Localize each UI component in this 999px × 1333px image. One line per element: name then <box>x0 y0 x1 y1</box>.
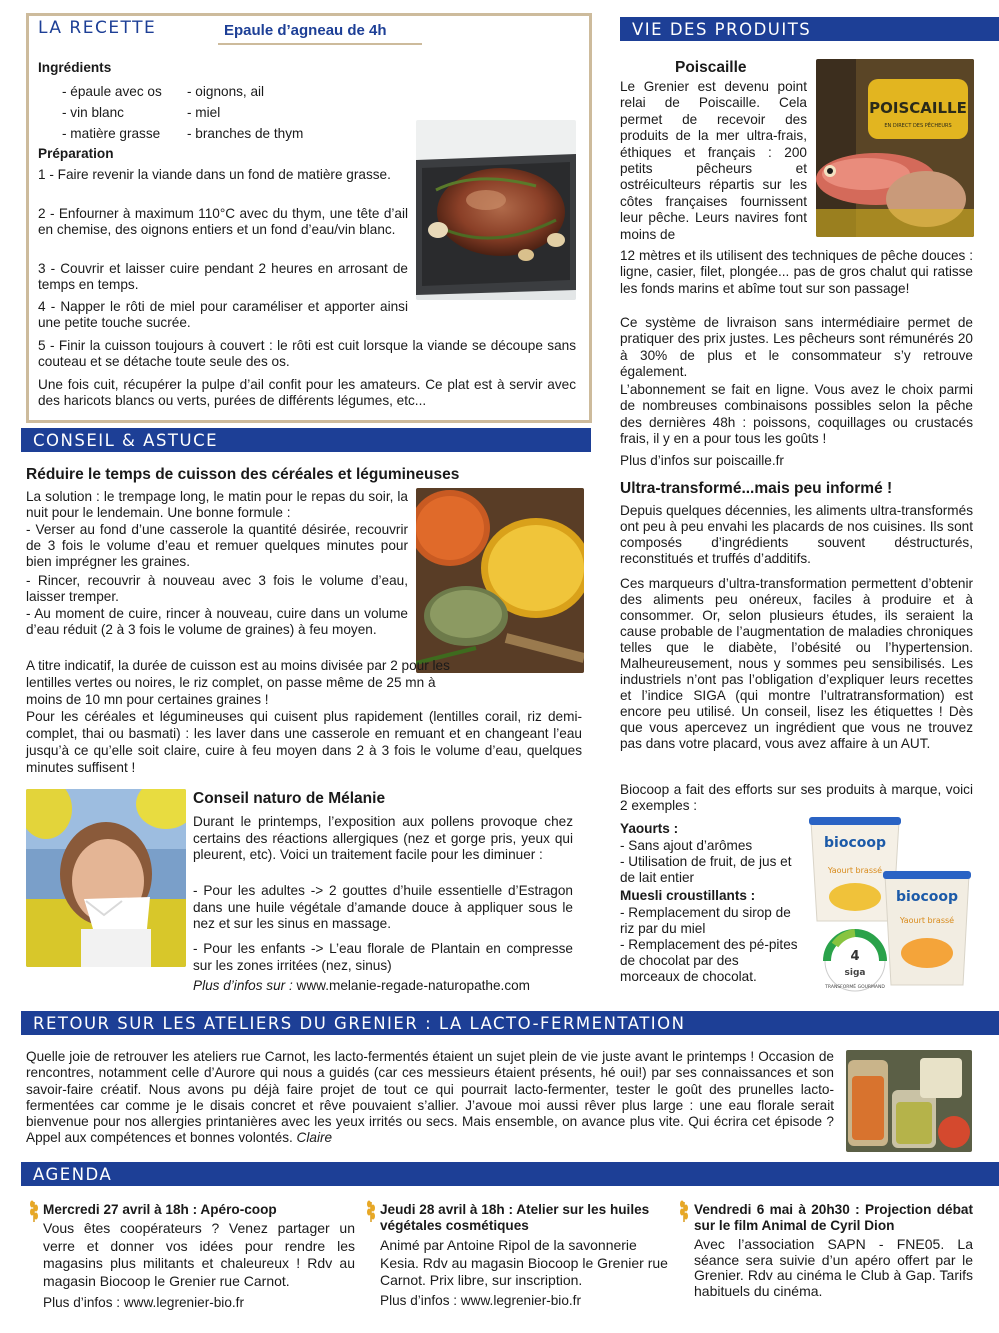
recette-step: 1 - Faire revenir la viande dans un fond de matière grasse. <box>38 167 391 182</box>
lamb-roast-photo <box>416 120 576 300</box>
wheat-icon <box>365 1198 377 1222</box>
naturo-para: - Pour les adultes -> 2 gouttes d’huile essentielle d’Estragon dans une huile végétale d’amande douce à appliquer sous le nez et sur les sinus en massage. <box>193 883 573 931</box>
recette-step: 2 - Enfourner à maximum 110°C avec du thym, une tête d’ail en chemise, des oignons entiers et un fond d’eau/vin blanc. <box>38 206 408 237</box>
recette-header: LA RECETTE <box>38 18 157 38</box>
ingredient-item: - vin blanc <box>62 105 124 120</box>
retour-header <box>21 1011 999 1035</box>
agenda-event-body: Avec l’association SAPN - FNE05. La séance sera suivie d’un apéro offert par le Grenier. Rdv au cinéma le Club à Gap. Tarifs habituels du cinéma. <box>694 1236 973 1299</box>
poiscaille-logo-text: POISCAILLE <box>869 99 967 117</box>
naturo-para: - Pour les enfants -> L’eau florale de Plantain en compresse sur les zones irritées (nez, sinus) <box>193 941 573 973</box>
conseil-para: - Au moment de cuire, rincer à nouveau, cuire dans un volume d’eau réduit (2 à 3 fois le volume de graines) à feu moyen. <box>26 606 408 637</box>
recette-step: 5 - Finir la cuisson toujours à couvert : le rôti est cuit lorsque la viande se découpe sans couteau et se détache toute seule des os. <box>38 338 576 369</box>
conseil-title: Réduire le temps de cuisson des céréales et légumineuses <box>26 466 460 483</box>
conseil-para: La solution : le trempage long, le matin pour le repas du soir, la nuit pour le lendemain. Une bonne formule : <box>26 489 408 520</box>
retour-signature: Claire <box>296 1130 333 1146</box>
biocoop-yaourts-photo <box>805 813 973 1003</box>
recette-step: 4 - Napper le rôti de miel pour caraméliser et apporter ainsi une petite touche sucrée. <box>38 299 408 330</box>
agenda-event-body: Vous êtes coopérateurs ? Venez partager un verre et donner vos idées pour rendre les magasins plus militants et chaleureux ! Rdv au magasin Biocoop le Grenier rue Carnot. <box>43 1220 355 1289</box>
ingredient-item: - miel <box>187 105 221 120</box>
conseil-para-e: A titre indicatif, la durée de cuisson est au moins divisée par 2 pour les lentilles vertes ou noires, le riz complet, on passe même de 25 mn à moins de 10 mn pour certaines graines ! <box>26 658 450 707</box>
agenda-event-title: Mercredi 27 avril à 18h : Apéro-coop <box>43 1202 277 1217</box>
naturo-more-label: Plus d’infos sur : <box>193 978 297 993</box>
allergy-woman-photo <box>26 789 186 967</box>
recette-step: 3 - Couvrir et laisser cuire pendant 2 heures en arrosant de temps en temps. <box>38 261 408 292</box>
retour-text <box>26 1049 834 1147</box>
recette-conclusion: Une fois cuit, récupérer la pulpe d’ail confit pour les amateurs. Ce plat est à servir avec des haricots blancs ou verts, purées de différents légumes, etc... <box>38 377 576 408</box>
agenda-event-more[interactable]: Plus d’infos : www.legrenier-bio.fr <box>43 1295 244 1310</box>
agenda-event-body: Animé par Antoine Ripol de la savonnerie Kesia. Rdv au magasin Biocoop le Grenier rue Carnot. Prix libre, sur inscription. <box>380 1237 668 1288</box>
conseil-para: Pour les céréales et légumineuses qui cuisent plus rapidement (lentilles corail, riz demi-complet, thai ou basmati) : les laver dans une casserole en remuant et en changeant l’eau jusqu’à ce qu’elle soit claire, cuire à feu moyen dans 2 à 3 fois le volume d’eau, quelques minutes suffisent ! <box>26 709 582 775</box>
yaourts-title: Yaourts : <box>620 821 679 836</box>
yaourts-list <box>620 838 806 886</box>
conseil-para: - Rincer, recouvrir à nouveau avec 3 fois le volume d’eau, laisser tremper. <box>26 573 408 604</box>
muesli-item: - Remplacement des pé-pites de chocolat par des morceaux de chocolat. <box>620 937 798 984</box>
poiscaille-link[interactable]: Plus d’infos sur poiscaille.fr <box>620 453 784 468</box>
poiscaille-para: Ce système de livraison sans intermédiaire permet de pratiquer des prix justes. Les pêcheurs sont rémunérés 20 à 30% de plus et le consommateur s’y retrouve également. <box>620 315 973 380</box>
yaourt-label-2: Yaourt brassé <box>899 916 955 925</box>
agenda-event-title: Vendredi 6 mai à 20h30 : Projection débat sur le film Animal de Cyril Dion <box>694 1202 973 1233</box>
yaourts-item: - Utilisation de fruit, de jus et de lait entier <box>620 854 792 885</box>
naturo-link[interactable]: www.melanie-regade-naturopathe.com <box>296 978 530 993</box>
retour-text-body: Quelle joie de retrouver les ateliers rue Carnot, les lacto-fermentés étaient un sujet plein de vie juste avant le printemps ! Occasion de rencontres, notamment celle d’Aurore qui nous a guidés (car ces messieurs étaient présents, hé oui!) par ses connaissances et son savoir-faire créatif. Nous avons pu déjà faire projet de tout ce qui pourrait lacto-fermenter, tester le goût des prunelles lacto-fermentées car comme je le disais concret et rêve pouvaient s’allier. J’avoue moi aussi rêver plus large : une eau florale serait bienvenue pour nos allergies printanières avec les yeux irrités ou secs. Mais ensemble, on avance plus vite. Qui écrira cet épisode ? Appel aux compétences et bonnes volontés. <box>26 1049 834 1146</box>
wheat-icon <box>678 1198 690 1222</box>
recette-title: Epaule d’agneau de 4h <box>218 23 422 45</box>
agenda-event-title: Jeudi 28 avril à 18h : Atelier sur les huiles végétales cosmétiques <box>380 1202 650 1233</box>
yaourts-item: - Sans ajout d’arômes <box>620 838 753 853</box>
ultra-para: Biocoop a fait des efforts sur ses produits à marque, voici 2 exemples : <box>620 782 973 813</box>
siga-label: siga <box>844 968 866 978</box>
biocoop-brand: biocoop <box>824 835 886 851</box>
lacto-jars-photo <box>846 1050 972 1152</box>
ingredient-item: - branches de thym <box>187 126 304 141</box>
lentils-peas-photo <box>416 488 584 673</box>
ingredients-left-list <box>62 81 162 144</box>
siga-score: 4 <box>850 949 860 964</box>
ingredient-item: - matière grasse <box>62 126 161 141</box>
conseil-header <box>21 428 591 452</box>
retour-header-label: RETOUR SUR LES ATELIERS DU GRENIER : LA LACTO-FERMENTATION <box>33 1014 686 1033</box>
ingredients-title: Ingrédients <box>38 60 112 75</box>
vie-header-label: VIE DES PRODUITS <box>632 20 812 39</box>
naturo-title: Conseil naturo de Mélanie <box>193 790 386 807</box>
biocoop-brand: biocoop <box>896 889 958 905</box>
ultra-title: Ultra-transformé...mais peu informé ! <box>620 480 893 497</box>
wheat-icon <box>28 1198 40 1222</box>
conseil-para: - Verser au fond d’une casserole la quantité désirée, recouvrir de 3 fois le volume d’eau et remuer quelques minutes pour bien imprégner les graines. <box>26 522 408 569</box>
preparation-title: Préparation <box>38 146 114 161</box>
muesli-item: - Remplacement du sirop de riz par du miel <box>620 905 791 936</box>
agenda-header <box>21 1162 999 1186</box>
poiscaille-para: 12 mètres et ils utilisent des techniques de pêche douces : ligne, casier, filet, plongée... pas de gros chalut qui ratisse les fonds marins et abîme tout sur son passage! <box>620 248 973 296</box>
conseil-header-label: CONSEIL & ASTUCE <box>33 431 219 450</box>
vie-header <box>620 17 999 41</box>
agenda-header-label: AGENDA <box>33 1165 113 1184</box>
muesli-list <box>620 905 800 985</box>
agenda-event-more[interactable]: Plus d’infos : www.legrenier-bio.fr <box>380 1293 581 1308</box>
muesli-title: Muesli croustillants : <box>620 888 756 903</box>
naturo-para: Durant le printemps, l’exposition aux pollens provoque chez certains des réactions allergiques (nez et gorge pris, yeux qui pleurent, etc). Voici un traitement facile pour les diminuer : <box>193 814 573 862</box>
poiscaille-para: Le Grenier est devenu point relai de Poiscaille. Cela permet de recevoir des produits de la mer ultra-frais, éthiques et français : 200 petits pêcheurs et ostréiculteurs répartis sur les côtes françaises fournissent leur pêche. Leurs navires font moins de <box>620 79 807 242</box>
ingredient-item: - épaule avec os <box>62 84 162 99</box>
ingredients-right-list <box>187 81 303 144</box>
poiscaille-fish-photo <box>816 59 974 237</box>
naturo-more <box>193 978 530 994</box>
poiscaille-title: Poiscaille <box>675 59 747 76</box>
ultra-para: Ces marqueurs d’ultra-transformation permettent d’obtenir des aliments peu onéreux, faciles à produire et à consommer. Or, selon plusieurs études, ils seraient la cause probable de l’augmentation de maladies chroniques telles que le diabète, l’obésité ou l’hypertension. Malheureusement, nous y sommes peu sensibilisés. Les industriels n’ont pas l’obligation d’expliquer leurs recettes et l’indice SIGA (qui montre l’ultratransformation) est encore peu utilisé. Un conseil, lisez les étiquettes ! Dès que vous apercevez un ingrédient que vous ne trouvez pas dans votre placard, vous avez affaire à un AUT. <box>620 576 973 751</box>
poiscaille-logo-subtext: EN DIRECT DES PÊCHEURS <box>884 123 952 129</box>
ingredient-item: - oignons, ail <box>187 84 265 99</box>
poiscaille-para: L’abonnement se fait en ligne. Vous avez le choix parmi de nombreuses combinaisons possibles selon la pêche des dernières 48h : poissons, coquillages ou crustacés frais, il y en a pour tous les goûts ! <box>620 382 973 447</box>
siga-caption: TRANSFORMÉ GOURMAND <box>825 985 885 990</box>
yaourt-label-1: Yaourt brassé <box>827 866 883 875</box>
ultra-para: Depuis quelques décennies, les aliments ultra-transformés ont peu à peu envahi les placards de nos cuisines. Ils sont composés d’ingrédients souvent déstructurés, reconstitués et truffés d’additifs. <box>620 503 973 566</box>
conseil-para <box>26 657 472 708</box>
